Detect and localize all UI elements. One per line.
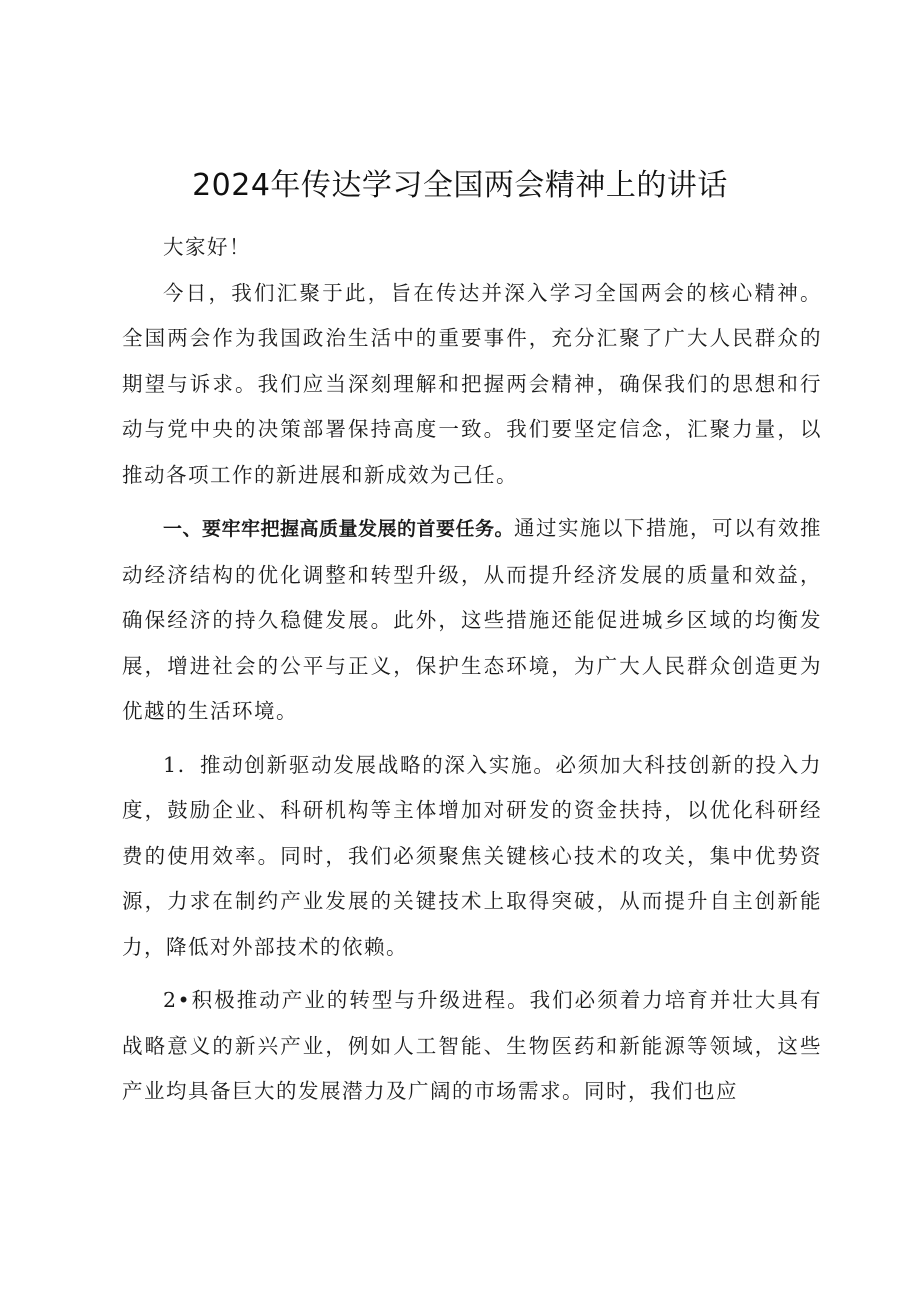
point-1-paragraph: 1．推动创新驱动发展战略的深入实施。必须加大科技创新的投入力度，鼓励企业、科研机构等主体增加对研发的资金扶持，以优化科研经费的使用效率。同时，我们必须聚焦关键核心技术的攻关，集中优势资源，力求在制约产业发展的关键技术上取得突破，从而提升自主创新能力，降低对外部技术的依赖。 (122, 752, 822, 959)
intro-paragraph: 今日，我们汇聚于此，旨在传达并深入学习全国两会的核心精神。全国两会作为我国政治生活中的重要事件，充分汇聚了广大人民群众的期望与诉求。我们应当深刻理解和把握两会精神，确保我们的思想和行动与党中央的决策部署保持高度一致。我们要坚定信念，汇聚力量，以推动各项工作的新进展和新成效为己任。 (122, 280, 822, 487)
section-1-paragraph (122, 506, 822, 735)
point-2-paragraph: 2•积极推动产业的转型与升级进程。我们必须着力培育并壮大具有战略意义的新兴产业，例如人工智能、生物医药和新能源等领域，这些产业均具备巨大的发展潜力及广阔的市场需求。同时，我们也应 (122, 988, 822, 1103)
section-1-heading: 一、要牢牢把握高质量发展的首要任务。 (163, 518, 515, 540)
section-1-text: 通过实施以下措施，可以有效推动经济结构的优化调整和转型升级，从而提升经济发展的质量和效益，确保经济的持久稳健发展。此外，这些措施还能促进城乡区域的均衡发展，增进社会的公平与正义，保护生态环境，为广大人民群众创造更为优越的生活环境。 (122, 516, 823, 723)
document-title: 2024年传达学习全国两会精神上的讲话 (192, 168, 728, 203)
greeting-paragraph: 大家好！ (163, 235, 251, 259)
document-body (122, 225, 822, 1115)
